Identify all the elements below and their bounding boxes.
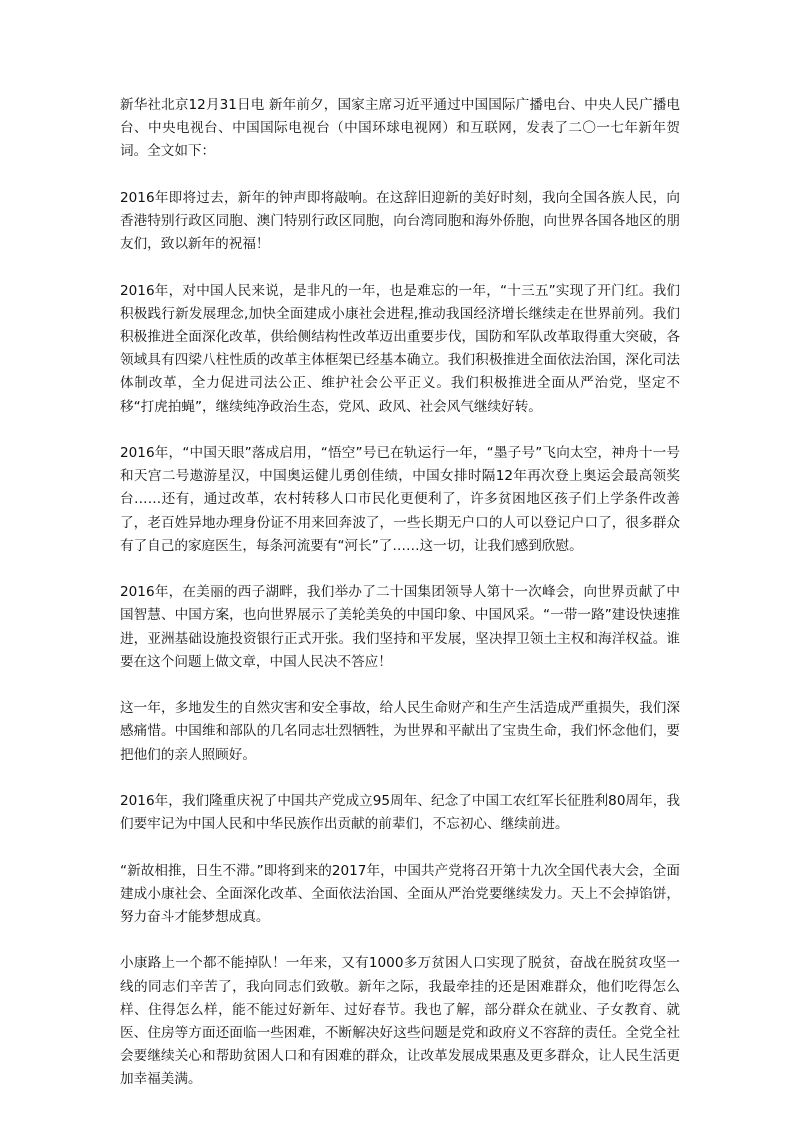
paragraph-milestones: 2016年，“中国天眼”落成启用，“悟空”号已在轨运行一年，“墨子号”飞向太空，神舟十一号和天宫二号遨游星汉，中国奥运健儿勇创佳绩，中国女排时隔12年再次登上奥运会最高领奖台……还有，通过改革，农村转移人口市民化更便利了，许多贫困地区孩子们上学条件改善了，老百姓异地办理身份证不用来回奔波了，一些长期无户口的人可以登记户口了，很多群众有了自己的家庭医生，每条河流要有“河长”了……这一切，让我们感到欣慰。 bbox=[120, 445, 680, 554]
paragraph-dateline: 新华社北京12月31日电 新年前夕，国家主席习近平通过中国国际广播电台、中央人民广播电台、中央电视台、中国国际电视台（中国环球电视网）和互联网，发表了二〇一七年新年贺词。全文如下： bbox=[120, 97, 680, 160]
document-body bbox=[120, 94, 680, 1115]
paragraph-achievements: 2016年，对中国人民来说，是非凡的一年，也是难忘的一年，“十三五”实现了开门红。我们积极践行新发展理念,加快全面建成小康社会进程,推动我国经济增长继续走在世界前列。我们积极推进全面深化改革，供给侧结构性改革迈出重要步伐，国防和军队改革取得重大突破，各领域具有四梁八柱性质的改革主体框架已经基本确立。我们积极推进全面依法治国，深化司法体制改革，全力促进司法公正、维护社会公平正义。我们积极推进全面从严治党，坚定不移“打虎拍蝇”，继续纯净政治生态，党风、政风、社会风气继续好转。 bbox=[120, 282, 680, 415]
paragraph-2017-outlook: “新故相推，日生不滞。”即将到来的2017年，中国共产党将召开第十九次全国代表大会，全面建成小康社会、全面深化改革、全面依法治国、全面从严治党要继续发力。天上不会掉馅饼，努力奋斗才能梦想成真。 bbox=[120, 862, 680, 925]
paragraph-disasters: 这一年，多地发生的自然灾害和安全事故，给人民生命财产和生产生活造成严重损失，我们深感痛惜。中国维和部队的几名同志壮烈牺牲，为世界和平献出了宝贵生命，我们怀念他们，要把他们的亲人照顾好。 bbox=[120, 700, 680, 763]
paragraph-poverty: 小康路上一个都不能掉队！一年来，又有1000多万贫困人口实现了脱贫，奋战在脱贫攻坚一线的同志们辛苦了，我向同志们致敬。新年之际，我最牵挂的还是困难群众，他们吃得怎么样、住得怎么样，能不能过好新年、过好春节。我也了解，部分群众在就业、子女教育、就医、住房等方面还面临一些困难，不断解决好这些问题是党和政府义不容辞的责任。全党全社会要继续关心和帮助贫困人口和有困难的群众，让改革发展成果惠及更多群众，让人民生活更加幸福美满。 bbox=[120, 955, 680, 1088]
paragraph-g20: 2016年，在美丽的西子湖畔，我们举办了二十国集团领导人第十一次峰会，向世界贡献了中国智慧、中国方案，也向世界展示了美轮美奂的中国印象、中国风采。“一带一路”建设快速推进，亚洲基础设施投资银行正式开张。我们坚持和平发展，坚决捍卫领土主权和海洋权益。谁要在这个问题上做文章，中国人民决不答应！ bbox=[120, 584, 680, 670]
paragraph-anniversaries: 2016年，我们隆重庆祝了中国共产党成立95周年、纪念了中国工农红军长征胜利80周年，我们要牢记为中国人民和中华民族作出贡献的前辈们，不忘初心、继续前进。 bbox=[120, 793, 680, 833]
paragraph-greeting: 2016年即将过去，新年的钟声即将敲响。在这辞旧迎新的美好时刻，我向全国各族人民，向香港特别行政区同胞、澳门特别行政区同胞，向台湾同胞和海外侨胞，向世界各国各地区的朋友们，致以新年的祝福！ bbox=[120, 189, 680, 253]
